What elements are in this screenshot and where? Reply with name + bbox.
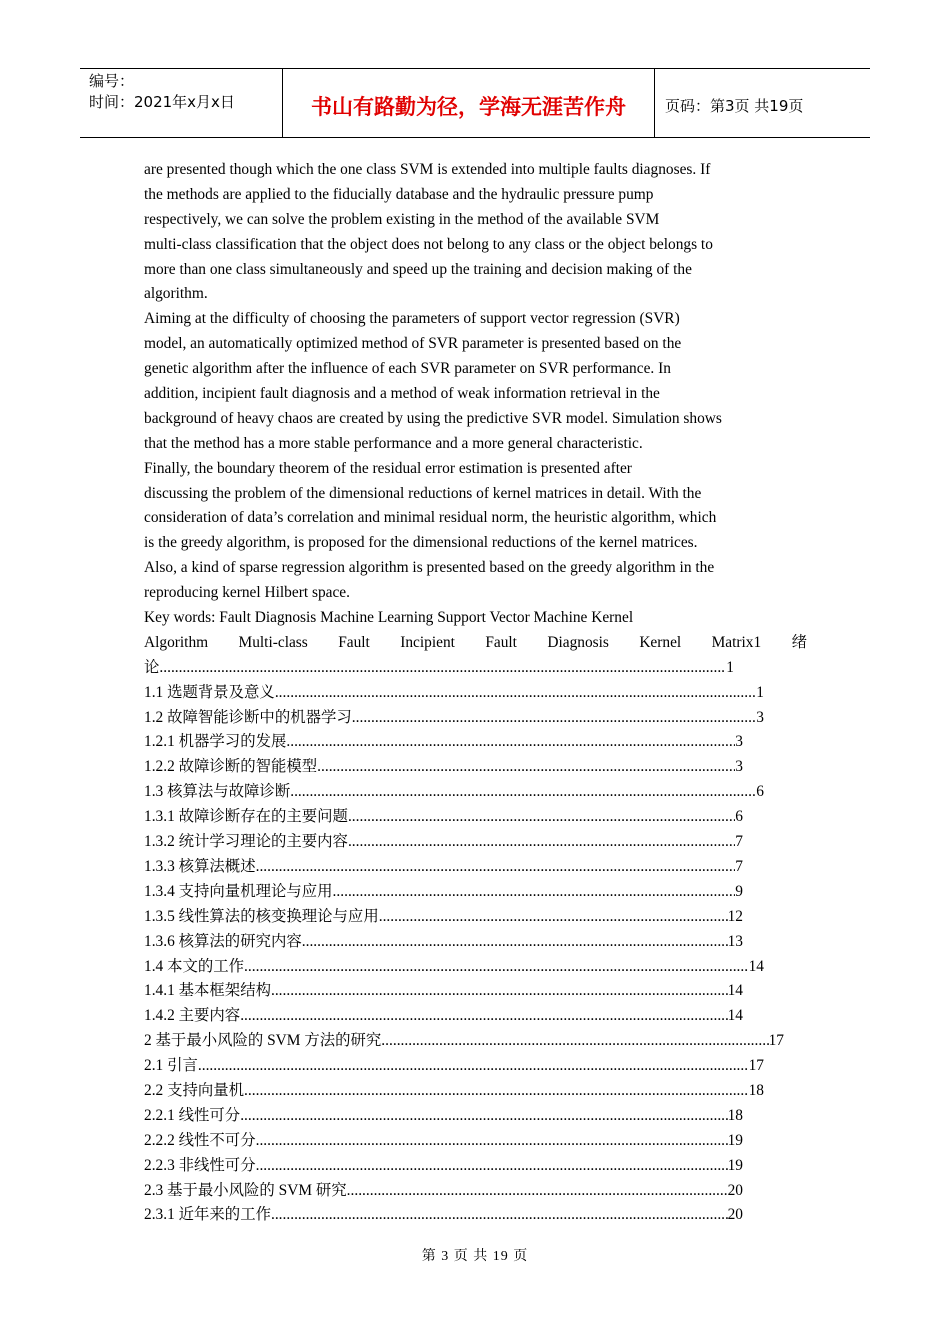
- toc-leader-dots: [333, 880, 736, 905]
- abstract-line: consideration of data’s correlation and minimal residual norm, the heuristic algorithm, which: [144, 509, 717, 527]
- document-number-label: 编号：: [89, 72, 135, 90]
- toc-entry-title: 1.3.3 核算法概述: [144, 857, 256, 875]
- toc-entry-title: 1.3.1 故障诊断存在的主要问题: [144, 808, 348, 826]
- keyword-word: Kernel: [639, 633, 682, 651]
- toc-leader-dots: [244, 955, 749, 980]
- toc-entry-title: 1.2 故障智能诊断中的机器学习: [144, 708, 352, 726]
- toc-entry[interactable]: [144, 805, 743, 830]
- toc-leader-dots: [381, 1029, 768, 1054]
- toc-entry-page: 14: [727, 1007, 743, 1025]
- toc-entry[interactable]: [144, 755, 743, 780]
- abstract-line: addition, incipient fault diagnosis and a method of weak information retrieval in the: [144, 385, 660, 403]
- toc-entry-page: 1: [726, 658, 734, 676]
- abstract-line: reproducing kernel Hilbert space.: [144, 584, 350, 602]
- abstract-line: Finally, the boundary theorem of the residual error estimation is presented after: [144, 459, 632, 477]
- toc-entry-title: 1.3 核算法与故障诊断: [144, 783, 291, 801]
- keywords-line: [144, 631, 807, 656]
- abstract-line: background of heavy chaos are created by using the predictive SVR model. Simulation shows: [144, 409, 722, 427]
- toc-entry-page: 19: [727, 1131, 743, 1149]
- keyword-word: Fault: [338, 633, 370, 651]
- toc-entry-title: 1.4.2 主要内容: [144, 1007, 241, 1025]
- toc-entry-page: 1: [756, 683, 764, 701]
- keyword-word: 绪: [791, 633, 807, 651]
- toc-leader-dots: [256, 1154, 728, 1179]
- toc-entry-page: 3: [756, 708, 764, 726]
- toc-entry-page: 18: [727, 1106, 743, 1124]
- toc-entry-title: 1.2.1 机器学习的发展: [144, 733, 287, 751]
- toc-leader-dots: [352, 706, 757, 731]
- toc-entry-page: 7: [735, 833, 743, 851]
- abstract-line: the methods are applied to the fiducially database and the hydraulic pressure pump: [144, 185, 654, 203]
- keyword-word: Algorithm: [144, 633, 209, 651]
- toc-entry[interactable]: [144, 979, 743, 1004]
- toc-entry-title: 1.1 选题背景及意义: [144, 683, 275, 701]
- toc-entry-page: 20: [727, 1206, 743, 1224]
- keyword-word: Fault: [485, 633, 517, 651]
- toc-entry-title: 1.4.1 基本框架结构: [144, 982, 271, 1000]
- toc-entry[interactable]: [144, 1179, 743, 1204]
- toc-entry-title: 论: [144, 658, 160, 676]
- toc-entry[interactable]: [144, 955, 764, 980]
- toc-entry[interactable]: [144, 1154, 743, 1179]
- toc-entry[interactable]: [144, 780, 764, 805]
- abstract-line: algorithm.: [144, 285, 208, 303]
- toc-entry[interactable]: [144, 880, 743, 905]
- toc-entry-title: 2.3.1 近年来的工作: [144, 1206, 271, 1224]
- toc-entry[interactable]: [144, 1029, 784, 1054]
- toc-entry-page: 7: [735, 857, 743, 875]
- abstract-line: respectively, we can solve the problem existing in the method of the available SVM: [144, 210, 660, 228]
- toc-entry-title: 2.2.2 线性不可分: [144, 1131, 256, 1149]
- toc-entry-page: 19: [727, 1156, 743, 1174]
- toc-entry-page: 18: [748, 1081, 764, 1099]
- toc-leader-dots: [159, 656, 726, 681]
- toc-leader-dots: [379, 905, 728, 930]
- toc-entry-page: 17: [748, 1057, 764, 1075]
- toc-leader-dots: [275, 681, 756, 706]
- abstract-line: genetic algorithm after the influence of each SVR parameter on SVR performance. In: [144, 360, 671, 378]
- toc-entry-page: 3: [735, 758, 743, 776]
- toc-entry[interactable]: [144, 905, 743, 930]
- toc-entry[interactable]: [144, 1079, 764, 1104]
- toc-entry[interactable]: [144, 1004, 743, 1029]
- toc-leader-dots: [256, 1129, 728, 1154]
- toc-entry[interactable]: [144, 656, 734, 681]
- abstract-line: model, an automatically optimized method of SVR parameter is presented based on the: [144, 335, 682, 353]
- toc-entry-title: 2.1 引言: [144, 1057, 198, 1075]
- toc-entry-page: 3: [735, 733, 743, 751]
- toc-entry-page: 17: [768, 1032, 784, 1050]
- toc-entry-title: 1.3.2 统计学习理论的主要内容: [144, 833, 348, 851]
- abstract-line: are presented though which the one class SVM is extended into multiple faults diagnoses. If: [144, 161, 711, 178]
- toc-entry[interactable]: [144, 730, 743, 755]
- toc-leader-dots: [302, 930, 728, 955]
- toc-leader-dots: [290, 780, 756, 805]
- abstract-line: more than one class simultaneously and speed up the training and decision making of the: [144, 260, 692, 278]
- toc-entry-title: 2.2.1 线性可分: [144, 1106, 241, 1124]
- keyword-word: Matrix1: [711, 633, 762, 651]
- toc-leader-dots: [240, 1004, 727, 1029]
- toc-entry[interactable]: [144, 855, 743, 880]
- keyword-word: Diagnosis: [547, 633, 609, 651]
- toc-leader-dots: [348, 805, 735, 830]
- toc-entry[interactable]: [144, 1104, 743, 1129]
- toc-entry[interactable]: [144, 1129, 743, 1154]
- toc-entry[interactable]: [144, 681, 764, 706]
- toc-entry-page: 13: [727, 932, 743, 950]
- toc-entry[interactable]: [144, 930, 743, 955]
- toc-entry-title: 1.2.2 故障诊断的智能模型: [144, 758, 318, 776]
- toc-leader-dots: [240, 1104, 727, 1129]
- header-page-number: 页码：第3页 共19页: [665, 96, 804, 115]
- toc-leader-dots: [256, 855, 736, 880]
- abstract-line: Also, a kind of sparse regression algorithm is presented based on the greedy algorithm in the: [144, 559, 715, 577]
- toc-entry-page: 6: [735, 808, 743, 826]
- abstract-line: that the method has a more stable performance and a more general characteristic.: [144, 434, 643, 452]
- abstract-section: [144, 158, 807, 631]
- abstract-line: multi-class classification that the object does not belong to any class or the object belongs to: [144, 235, 713, 253]
- toc-leader-dots: [271, 1203, 728, 1228]
- abstract-line: Key words: Fault Diagnosis Machine Learning Support Vector Machine Kernel: [144, 609, 634, 627]
- table-of-contents: [144, 656, 807, 1228]
- toc-entry-title: 2 基于最小风险的 SVM 方法的研究: [144, 1032, 382, 1050]
- abstract-line: Aiming at the difficulty of choosing the parameters of support vector regression (SVR): [144, 310, 680, 328]
- keyword-word: Multi-class: [238, 633, 308, 651]
- toc-entry-page: 12: [727, 907, 743, 925]
- toc-entry-title: 1.3.5 线性算法的核变换理论与应用: [144, 907, 379, 925]
- toc-entry-title: 1.3.6 核算法的研究内容: [144, 932, 302, 950]
- abstract-line: discussing the problem of the dimensional reductions of kernel matrices in detail. With the: [144, 484, 702, 502]
- abstract-line: is the greedy algorithm, is proposed for the dimensional reductions of the kernel matrices.: [144, 534, 698, 552]
- toc-entry-title: 2.2.3 非线性可分: [144, 1156, 256, 1174]
- toc-entry-page: 9: [735, 882, 743, 900]
- toc-leader-dots: [286, 730, 735, 755]
- toc-entry[interactable]: [144, 706, 764, 731]
- toc-entry-page: 20: [727, 1181, 743, 1199]
- toc-entry-title: 2.2 支持向量机: [144, 1081, 245, 1099]
- toc-entry-title: 1.4 本文的工作: [144, 957, 245, 975]
- toc-entry-title: 1.3.4 支持向量机理论与应用: [144, 882, 333, 900]
- header-meta: [80, 69, 282, 137]
- toc-leader-dots: [347, 1179, 728, 1204]
- toc-leader-dots: [198, 1054, 749, 1079]
- toc-entry[interactable]: [144, 1054, 764, 1079]
- toc-leader-dots: [317, 755, 735, 780]
- toc-entry[interactable]: [144, 1203, 743, 1228]
- page-footer: 第 3 页 共 19 页: [421, 1249, 529, 1264]
- document-time-label: 时间：2021年x月x日: [89, 93, 235, 111]
- header-motto: 书山有路勤为径，学海无涯苦作舟: [282, 69, 655, 137]
- toc-entry[interactable]: [144, 830, 743, 855]
- toc-entry-page: 14: [727, 982, 743, 1000]
- page-body: [144, 158, 807, 1228]
- toc-entry-title: 2.3 基于最小风险的 SVM 研究: [144, 1181, 347, 1199]
- toc-leader-dots: [348, 830, 735, 855]
- toc-leader-dots: [271, 979, 728, 1004]
- toc-entry-page: 6: [756, 783, 764, 801]
- toc-leader-dots: [244, 1079, 749, 1104]
- page-header: [80, 68, 870, 138]
- toc-entry-page: 14: [748, 957, 764, 975]
- keyword-word: Incipient: [400, 633, 455, 651]
